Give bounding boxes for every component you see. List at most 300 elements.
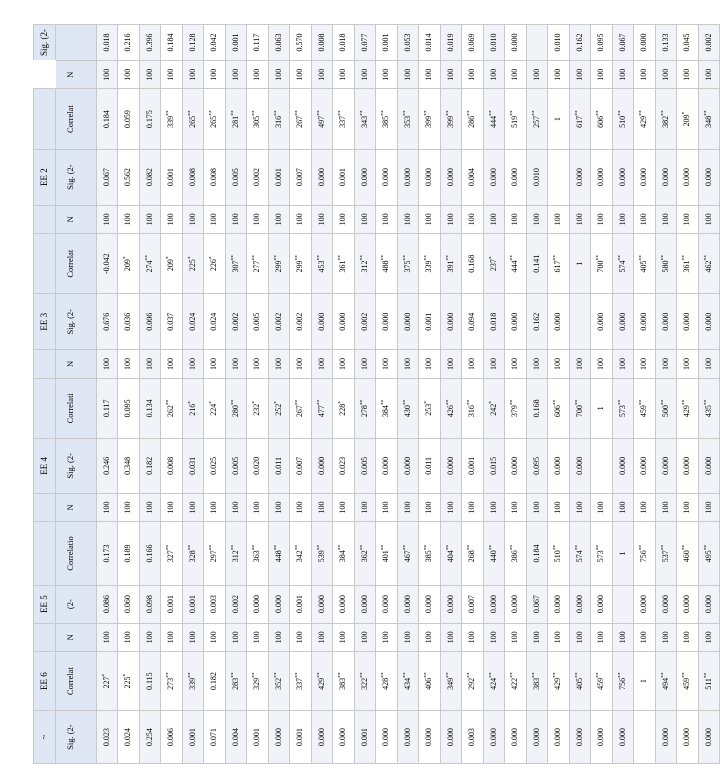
table-cell: 0.162 <box>526 294 548 350</box>
table-cell: 0.042 <box>204 25 226 61</box>
table-cell: 1 <box>569 234 591 294</box>
table-cell: 100 <box>354 61 376 90</box>
col-header-sig: Sig. (2- <box>55 711 96 764</box>
header-cell <box>34 378 56 438</box>
table-cell: 0.000 <box>634 294 656 350</box>
table-cell: 0.067 <box>526 585 548 623</box>
table-cell: 0.024 <box>118 711 140 764</box>
table-cell: 100 <box>354 623 376 652</box>
header-cell: ~ <box>34 711 56 764</box>
table-cell: 352** <box>268 652 290 711</box>
table-header <box>34 25 97 764</box>
table-cell: 100 <box>655 61 677 90</box>
table-cell: 0.000 <box>268 585 290 623</box>
table-cell: 100 <box>612 623 634 652</box>
table-cell: 0.000 <box>397 438 419 493</box>
table-cell: 0.000 <box>569 438 591 493</box>
table-cell: 0.000 <box>397 149 419 205</box>
table-cell: 100 <box>505 205 527 234</box>
table-cell: 348** <box>698 89 720 149</box>
table-cell: 539** <box>311 522 333 585</box>
table-cell: 100 <box>397 350 419 379</box>
table-row <box>677 25 699 764</box>
table-cell: 0.000 <box>376 294 398 350</box>
table-cell: 0.004 <box>225 711 247 764</box>
table-cell: 100 <box>634 350 656 379</box>
table-cell: 1 <box>548 89 570 149</box>
table-cell: 100 <box>290 350 312 379</box>
table-cell: 0.000 <box>440 149 462 205</box>
table-cell: 100 <box>677 350 699 379</box>
table-cell: 0.000 <box>612 149 634 205</box>
table-cell: 305** <box>247 89 269 149</box>
col-header-correlation: Correlati <box>55 378 96 438</box>
table-cell: 0.000 <box>333 294 355 350</box>
table-cell: 100 <box>526 493 548 522</box>
table-cell: 0.000 <box>612 711 634 764</box>
table-cell: 0.015 <box>483 438 505 493</box>
table-cell: 537** <box>655 522 677 585</box>
table-cell: 0.000 <box>655 585 677 623</box>
table-cell: 0.007 <box>290 149 312 205</box>
table-cell: 448** <box>268 522 290 585</box>
table-row <box>526 25 548 764</box>
table-cell: 0.000 <box>333 711 355 764</box>
table-cell: 0.098 <box>139 585 161 623</box>
table-cell: 0.141 <box>526 234 548 294</box>
table-cell: 0.175 <box>139 89 161 149</box>
table-cell: 0.000 <box>505 294 527 350</box>
table-cell: 100 <box>462 205 484 234</box>
table-cell: 0.004 <box>462 149 484 205</box>
table-cell: 0.000 <box>483 149 505 205</box>
table-cell: 0.115 <box>139 652 161 711</box>
table-cell: 100 <box>569 350 591 379</box>
table-cell: 0.067 <box>612 25 634 61</box>
table-cell: 0.000 <box>505 149 527 205</box>
table-cell: 100 <box>440 623 462 652</box>
table-cell: 100 <box>139 493 161 522</box>
table-cell: 401** <box>376 522 398 585</box>
table-cell: -0.042 <box>96 234 118 294</box>
table-cell <box>569 294 591 350</box>
table-cell: 100 <box>483 493 505 522</box>
table-cell: 0.001 <box>161 149 183 205</box>
table-cell: 100 <box>440 350 462 379</box>
table-cell: 429** <box>548 652 570 711</box>
table-cell: 100 <box>96 61 118 90</box>
table-cell: 322** <box>354 652 376 711</box>
table-cell: 0.000 <box>698 711 720 764</box>
table-row <box>268 25 290 764</box>
col-header-sig: Sig. (2- <box>55 149 96 205</box>
table-cell: 349** <box>440 652 462 711</box>
table-cell: 391** <box>440 234 462 294</box>
table-cell: 0.000 <box>526 711 548 764</box>
col-header-n: N <box>55 623 96 652</box>
table-cell: 0.000 <box>311 438 333 493</box>
table-cell: 267** <box>290 89 312 149</box>
table-cell: 0.007 <box>462 585 484 623</box>
table-cell: 232* <box>247 378 269 438</box>
table-cell: 399** <box>419 89 441 149</box>
col-header-correlation: Correlat <box>55 652 96 711</box>
table-cell: 268** <box>462 522 484 585</box>
table-cell: 0.000 <box>505 25 527 61</box>
header-cell-last-sig: Sig. (2- <box>34 25 56 61</box>
table-cell: 405** <box>634 234 656 294</box>
table-cell: 0.000 <box>311 711 333 764</box>
table-row <box>182 25 204 764</box>
table-cell: 0.001 <box>182 711 204 764</box>
table-cell: 0.000 <box>591 149 613 205</box>
table-cell: 0.182 <box>139 438 161 493</box>
table-cell: 0.162 <box>569 25 591 61</box>
table-cell: 0.000 <box>505 585 527 623</box>
table-cell: 383** <box>333 652 355 711</box>
table-cell: 0.000 <box>419 585 441 623</box>
table-cell: 1 <box>612 522 634 585</box>
table-cell: 327** <box>161 522 183 585</box>
table-cell: 756** <box>634 522 656 585</box>
table-cell: 100 <box>419 350 441 379</box>
table-cell: 379** <box>505 378 527 438</box>
table-cell: 100 <box>634 493 656 522</box>
table-cell: 281** <box>225 89 247 149</box>
table-cell: 0.000 <box>548 294 570 350</box>
table-cell: 0.001 <box>333 149 355 205</box>
table-cell: 0.002 <box>225 294 247 350</box>
table-cell: 494** <box>655 652 677 711</box>
table-cell: 100 <box>204 350 226 379</box>
table-cell: 0.002 <box>225 585 247 623</box>
group-label-ee2: EE 2 <box>34 149 56 205</box>
table-cell: 237* <box>483 234 505 294</box>
table-cell: 100 <box>268 205 290 234</box>
table-cell: 0.003 <box>204 585 226 623</box>
table-cell: 0.134 <box>139 378 161 438</box>
table-cell: 353** <box>397 89 419 149</box>
table-cell: 0.000 <box>698 294 720 350</box>
table-cell: 477** <box>311 378 333 438</box>
table-cell: 0.000 <box>634 149 656 205</box>
table-cell: 100 <box>591 61 613 90</box>
table-cell: 257** <box>526 89 548 149</box>
table-cell: 0.000 <box>677 711 699 764</box>
table-cell: 100 <box>677 205 699 234</box>
table-cell: 100 <box>655 493 677 522</box>
table-cell: 100 <box>505 623 527 652</box>
table-cell: 100 <box>612 205 634 234</box>
table-row <box>96 25 118 764</box>
table-cell: 467** <box>397 522 419 585</box>
group-label-ee3: EE 3 <box>34 294 56 350</box>
table-cell: 0.000 <box>505 438 527 493</box>
table-cell: 100 <box>311 623 333 652</box>
table-cell: 339** <box>161 89 183 149</box>
table-cell <box>634 711 656 764</box>
table-cell: 100 <box>419 493 441 522</box>
table-cell: 280** <box>225 378 247 438</box>
table-cell: 100 <box>505 61 527 90</box>
table-cell: 497** <box>311 89 333 149</box>
table-cell: 0.069 <box>462 25 484 61</box>
table-cell: 100 <box>462 61 484 90</box>
table-cell: 100 <box>483 61 505 90</box>
table-cell: 100 <box>333 205 355 234</box>
table-cell: 0.000 <box>612 438 634 493</box>
table-cell: 267** <box>290 378 312 438</box>
table-cell: 100 <box>376 623 398 652</box>
table-cell: 100 <box>118 205 140 234</box>
table-cell: 0.053 <box>397 25 419 61</box>
group-label-ee4: EE 4 <box>34 438 56 493</box>
table-cell: 460** <box>677 522 699 585</box>
table-cell: 100 <box>397 493 419 522</box>
table-row <box>505 25 527 764</box>
table-cell: 100 <box>677 61 699 90</box>
table-cell: 100 <box>397 61 419 90</box>
table-cell: 0.000 <box>311 585 333 623</box>
table-cell: 100 <box>118 493 140 522</box>
table-cell: 100 <box>655 623 677 652</box>
table-cell: 0.001 <box>182 585 204 623</box>
table-cell: 100 <box>698 61 720 90</box>
table-cell: 100 <box>182 205 204 234</box>
table-cell <box>526 25 548 61</box>
table-cell: 100 <box>591 493 613 522</box>
table-cell: 0.000 <box>569 149 591 205</box>
table-cell: 0.095 <box>118 378 140 438</box>
table-cell: 0.000 <box>548 585 570 623</box>
table-cell: 0.036 <box>118 294 140 350</box>
table-cell: 0.071 <box>204 711 226 764</box>
table-cell: 339** <box>182 652 204 711</box>
table-cell: 100 <box>612 350 634 379</box>
table-cell: 100 <box>268 623 290 652</box>
table-cell: 100 <box>225 350 247 379</box>
table-cell: 0.045 <box>677 25 699 61</box>
table-cell: 0.000 <box>591 585 613 623</box>
table-cell: 100 <box>139 350 161 379</box>
table-cell: 428** <box>376 652 398 711</box>
table-cell: 0.168 <box>462 234 484 294</box>
table-cell: 0.000 <box>591 294 613 350</box>
table-cell: 100 <box>182 350 204 379</box>
table-cell: 0.133 <box>655 25 677 61</box>
table-cell: 100 <box>118 61 140 90</box>
table-cell: 0.570 <box>290 25 312 61</box>
table-cell: 100 <box>548 493 570 522</box>
table-cell: 0.000 <box>634 585 656 623</box>
table-cell: 100 <box>333 493 355 522</box>
table-cell: 0.000 <box>376 711 398 764</box>
table-cell: 100 <box>526 61 548 90</box>
table-cell: 0.182 <box>204 652 226 711</box>
table-cell: 0.095 <box>591 25 613 61</box>
table-cell: 100 <box>634 205 656 234</box>
table-cell: 606** <box>591 89 613 149</box>
table-cell: 429** <box>311 652 333 711</box>
table-cell: 0.000 <box>333 585 355 623</box>
table-cell: 100 <box>311 205 333 234</box>
table-row <box>247 25 269 764</box>
table-cell: 100 <box>161 623 183 652</box>
table-cell: 404** <box>440 522 462 585</box>
table-cell: 100 <box>290 623 312 652</box>
table-row <box>698 25 720 764</box>
table-cell: 100 <box>96 350 118 379</box>
table-cell: 337** <box>333 89 355 149</box>
table-cell: 100 <box>462 350 484 379</box>
table-row <box>354 25 376 764</box>
table-cell: 343** <box>354 89 376 149</box>
table-cell: 399** <box>440 89 462 149</box>
table-cell: 100 <box>96 623 118 652</box>
header-cell <box>34 350 56 379</box>
table-cell: 252* <box>268 378 290 438</box>
table-cell: 0.005 <box>225 149 247 205</box>
table-cell: 444** <box>483 89 505 149</box>
table-row <box>462 25 484 764</box>
group-label-ee5: EE 5 <box>34 585 56 623</box>
table-cell: 265** <box>204 89 226 149</box>
table-cell: 100 <box>311 350 333 379</box>
table-cell: 0.019 <box>440 25 462 61</box>
table-cell: 0.060 <box>118 585 140 623</box>
table-cell: 100 <box>483 205 505 234</box>
table-cell: 209* <box>161 234 183 294</box>
table-cell: 0.059 <box>118 89 140 149</box>
table-row <box>591 25 613 764</box>
table-cell: 100 <box>655 350 677 379</box>
table-row <box>655 25 677 764</box>
table-cell: 0.000 <box>440 585 462 623</box>
table-cell: 1 <box>634 652 656 711</box>
table-cell: 606** <box>548 378 570 438</box>
table-cell: 100 <box>96 205 118 234</box>
table-cell: 0.031 <box>182 438 204 493</box>
table-cell: 519** <box>505 89 527 149</box>
table-cell: 0.000 <box>655 711 677 764</box>
table-cell: 226* <box>204 234 226 294</box>
table-cell: 100 <box>569 205 591 234</box>
table-cell: 100 <box>268 350 290 379</box>
table-cell: 426** <box>440 378 462 438</box>
table-cell: 444** <box>505 234 527 294</box>
group-label-ee6: EE 6 <box>34 652 56 711</box>
table-cell: 100 <box>182 493 204 522</box>
table-cell: 100 <box>225 61 247 90</box>
table-cell: 0.037 <box>161 294 183 350</box>
table-cell: 265** <box>182 89 204 149</box>
table-cell: 0.184 <box>96 89 118 149</box>
table-cell: 0.008 <box>204 149 226 205</box>
table-cell: 100 <box>634 61 656 90</box>
table-cell: 342** <box>290 522 312 585</box>
table-cell: 100 <box>268 493 290 522</box>
table-cell: 0.000 <box>376 585 398 623</box>
table-cell: 100 <box>569 623 591 652</box>
table-cell: 0.246 <box>96 438 118 493</box>
table-cell: 100 <box>612 61 634 90</box>
table-cell: 100 <box>290 205 312 234</box>
table-cell: 100 <box>204 205 226 234</box>
table-cell: 0.002 <box>290 294 312 350</box>
table-row <box>548 25 570 764</box>
table-row <box>290 25 312 764</box>
table-cell: 0.128 <box>182 25 204 61</box>
table-cell: 0.216 <box>118 25 140 61</box>
table-cell: 228* <box>333 378 355 438</box>
table-cell: 100 <box>440 205 462 234</box>
table-cell: 756** <box>612 652 634 711</box>
table-cell: 0.001 <box>225 25 247 61</box>
table-row <box>333 25 355 764</box>
table-row <box>161 25 183 764</box>
col-header-n: N <box>55 205 96 234</box>
table-cell: 100 <box>290 61 312 90</box>
table-cell: 0.000 <box>505 711 527 764</box>
table-cell: 209* <box>118 234 140 294</box>
table-cell: 100 <box>376 205 398 234</box>
table-cell: 100 <box>161 350 183 379</box>
table-cell: 100 <box>698 493 720 522</box>
table-cell: 100 <box>548 623 570 652</box>
table-cell: 100 <box>698 623 720 652</box>
table-cell: 617** <box>548 234 570 294</box>
table-cell: 100 <box>247 205 269 234</box>
table-cell: 100 <box>548 205 570 234</box>
table-cell: 0.000 <box>397 585 419 623</box>
table-cell: 100 <box>290 493 312 522</box>
table-cell: 453** <box>311 234 333 294</box>
table-cell: 0.000 <box>634 438 656 493</box>
table-cell: 299** <box>290 234 312 294</box>
table-cell: 100 <box>655 205 677 234</box>
table-cell: 0.001 <box>290 585 312 623</box>
col-header-correlation: Correlat <box>55 234 96 294</box>
table-cell: 100 <box>182 61 204 90</box>
col-header-correlation: Correlatio <box>55 522 96 585</box>
table-row <box>634 25 656 764</box>
table-cell: 0.014 <box>419 25 441 61</box>
table-cell: 312** <box>354 234 376 294</box>
table-cell: 316** <box>462 378 484 438</box>
table-cell: 0.001 <box>290 711 312 764</box>
table-cell: 0.000 <box>483 711 505 764</box>
col-header-n: N <box>55 350 96 379</box>
table-cell: 100 <box>204 623 226 652</box>
table-cell: 0.002 <box>247 149 269 205</box>
table-cell: 424** <box>483 652 505 711</box>
table-cell: 0.094 <box>462 294 484 350</box>
table-cell: 617** <box>569 89 591 149</box>
table-cell: 0.000 <box>569 585 591 623</box>
table-cell: 286** <box>462 89 484 149</box>
table-cell: 0.000 <box>655 438 677 493</box>
header-cell <box>34 205 56 234</box>
table-cell: 100 <box>462 623 484 652</box>
table-cell: 384** <box>376 378 398 438</box>
table-cell: 429** <box>634 89 656 149</box>
table-cell: 362** <box>354 522 376 585</box>
table-cell: 100 <box>548 61 570 90</box>
table-cell: 0.018 <box>483 294 505 350</box>
table-cell: 510** <box>612 89 634 149</box>
table-row <box>419 25 441 764</box>
table-cell: 0.008 <box>182 149 204 205</box>
